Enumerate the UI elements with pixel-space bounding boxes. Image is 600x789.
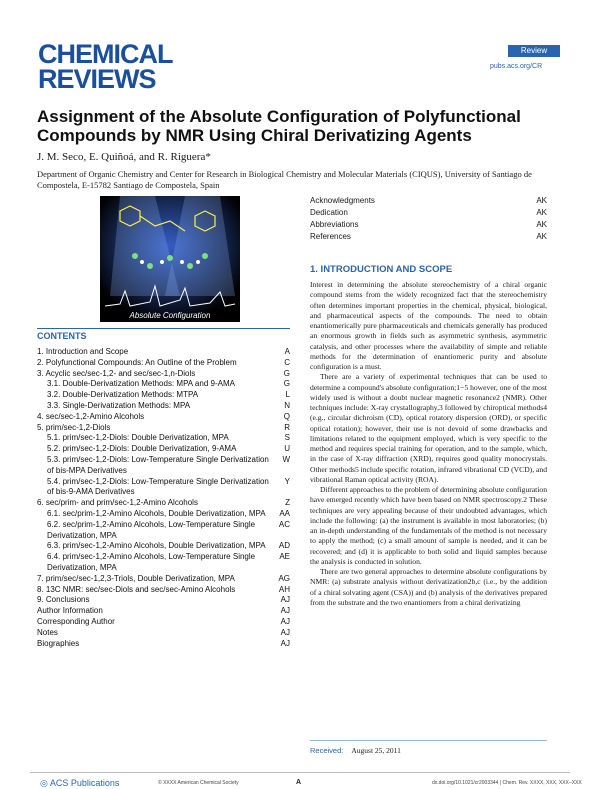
toc-entry-page: A: [284, 347, 290, 356]
journal-logo: [38, 39, 173, 94]
article-affiliation: Department of Organic Chemistry and Center for Research in Biological Chemistry and Molecular Materials (CIQUS), University of Santiago de Compostela, E-15782 Santiago de Compostela, Spain: [37, 169, 532, 190]
toc-entry-page: U: [284, 444, 290, 454]
toc-entry-page: Z: [285, 498, 290, 508]
toc-entry-title: 5.3. prim/sec-1,2-Diols: Low-Temperature Single Derivatization of bis-MPA Derivatives: [47, 454, 269, 475]
toc-entry-page: AE: [279, 552, 290, 562]
toc-continued-row[interactable]: Abbreviations AK: [310, 220, 547, 229]
paragraph: There are a variety of experimental techniques that can be used to determine a compound's absolute configuration;1−5 however, one of the most widely used is without a doubt nuclear magnetic resonance2 (NMR). Other techniques include: X-ray crystallography,3 followed by chiroptical methods4 (e.g., circular dichroism (CD), optical rotatory dispersion (ORD), or specific optical rotation); however, their use is not devoid of some drawbacks and limitations related to the equipment employed, which is very specific to the method and requires special training for operation, and to the sample, which, in the case of X-ray diffraction (XRD), requires good quality monocrystals. Other methods5 include specific rotation, infrared vibrational CD (VCD), and vibrational Raman optical activity (ROA).: [310, 372, 547, 484]
toc-entry[interactable]: [37, 574, 290, 585]
toc-entry-title: 5.4. prim/sec-1,2-Diols: Low-Temperature Single Derivatization of bis-9-AMA Derivatives: [47, 476, 269, 497]
toc-entry-title: 6.1. sec/prim-1,2-Amino Alcohols, Double Derivatization, MPA: [47, 508, 266, 518]
toc-entry-page: W: [282, 454, 290, 464]
toc-entry[interactable]: [37, 433, 290, 444]
journal-url[interactable]: pubs.acs.org/CR: [490, 63, 543, 70]
received-value: August 25, 2011: [351, 746, 401, 755]
toc-entry-page: C: [284, 357, 290, 367]
toc-entry-title: 1. Introduction and Scope: [37, 347, 129, 356]
toc-entry-title: 6.3. prim/sec-1,2-Amino Alcohols, Double Derivatization, MPA: [47, 541, 266, 551]
toc-entry[interactable]: [37, 455, 290, 477]
toc-entry-title: Corresponding Author: [37, 616, 115, 626]
toc-entry[interactable]: [37, 498, 290, 509]
paragraph: Different approaches to the problem of determining absolute configuration have emerged recently which have been based on NMR spectroscopy.2 These techniques are very appealing because of their undoubted advantages, which include the following: (a) the instrument is available in most laboratories; (b) an in-depth understanding of the fundamentals of the method is not necessary to apply the method; (c) a small amount of sample is needed, and it can be recovered; and (d) it is applicable to both solid and liquid samples because the analysis is conducted in solution.: [310, 485, 547, 566]
toc-entry-title: Biographies: [37, 638, 80, 648]
toc-entry-title: 6.2. sec/prim-1,2-Amino Alcohols, Low-Temperature Single Derivatization, MPA: [47, 519, 256, 540]
toc-entry-page: AJ: [280, 627, 290, 637]
review-tag: Review: [508, 45, 560, 57]
publisher-logo: [40, 778, 119, 789]
received-label: Received:: [310, 746, 344, 755]
toc-entry[interactable]: [37, 509, 290, 520]
toc-entry[interactable]: [37, 541, 290, 552]
toc-entry[interactable]: [37, 379, 290, 390]
toc-entry[interactable]: [37, 595, 290, 606]
toc-entry-title: Notes: [37, 627, 58, 637]
paragraph: Interest in determining the absolute stereochemistry of a chiral organic compound stems from the widely recognized fact that the stereochemistry often determines important properties in the chemical, physical, biological, and pharmaceutical aspects of the compounds. The need to obtain enantiomerically pure pharmaceuticals and chemicals generally has produced an enormous growth in fields such as asymmetric synthesis, asymmetric catalysis, and other processes where the availability of simple and reliable methods for the determination of enantiomeric purity and absolute configuration is a must.: [310, 280, 547, 371]
toc-entry-title: 5. prim/sec-1,2-Diols: [37, 422, 111, 432]
toc-entry[interactable]: [37, 358, 290, 369]
toc-entry[interactable]: [37, 639, 290, 650]
toc-graphic-caption: Absolute Configuration: [129, 311, 211, 320]
toc-continued-row[interactable]: References AK: [310, 232, 547, 241]
received-date: [310, 740, 547, 755]
toc-entry[interactable]: [37, 617, 290, 628]
toc-graphic-svg: [100, 196, 240, 322]
journal-logo-line2: REVIEWS: [38, 64, 156, 94]
toc-entry[interactable]: [37, 628, 290, 639]
toc-entry[interactable]: [37, 520, 290, 542]
publisher-name: ACS Publications: [49, 778, 120, 788]
toc-entry[interactable]: [37, 401, 290, 412]
section-heading-introduction: 1. INTRODUCTION AND SCOPE: [310, 264, 453, 275]
paragraph: There are two general approaches to determine absolute configurations by NMR: (a) substrate analysis without derivatization2b,c (i.e., by the addition of a chiral solvating agent (CSA)) and (b) analysis of the derivatives prepared from the substrate and the two enantiomers from a chiral derivatizing: [310, 567, 547, 607]
toc-entry-page: AJ: [280, 616, 290, 626]
toc-entry[interactable]: [37, 552, 290, 574]
toc-entry[interactable]: [37, 585, 290, 596]
toc-entry-page: R: [284, 422, 290, 432]
toc-entry-title: 6. sec/prim- and prim/sec-1,2-Amino Alcohols: [37, 498, 198, 508]
acs-icon: ◎: [40, 778, 48, 788]
toc-entry[interactable]: [37, 369, 290, 380]
toc-entry-title: Author Information: [37, 606, 103, 616]
toc-entry-title: 3.2. Double-Derivatization Methods: MTPA: [47, 390, 199, 400]
toc-continued-row[interactable]: Dedication AK: [310, 208, 547, 217]
toc-entry-title: 2. Polyfunctional Compounds: An Outline of the Problem: [37, 357, 237, 367]
toc-entry-page: AH: [278, 584, 290, 594]
article-authors: J. M. Seco, E. Quiñoá, and R. Riguera*: [37, 151, 211, 163]
toc-entry[interactable]: [37, 347, 290, 358]
introduction-body: [310, 280, 547, 608]
toc-graphic: [100, 196, 240, 322]
toc-entry-title: 5.1. prim/sec-1,2-Diols: Double Derivatization, MPA: [47, 433, 229, 443]
toc-entry[interactable]: [37, 477, 290, 499]
toc-entry-title: 7. prim/sec/sec-1,2,3-Triols, Double Derivatization, MPA: [37, 573, 235, 583]
toc-entry-page: Q: [283, 411, 290, 421]
toc-entry-page: AJ: [280, 606, 290, 616]
toc-entry[interactable]: [37, 423, 290, 434]
contents-heading: CONTENTS: [37, 328, 290, 341]
toc-entry-page: L: [285, 390, 290, 400]
toc-entry-page: AG: [278, 573, 290, 583]
toc-entry-page: S: [284, 433, 290, 443]
toc-entry-page: G: [283, 368, 290, 378]
toc-entry-page: AJ: [280, 595, 290, 605]
toc-continued-list: [310, 195, 547, 243]
toc-entry-title: 6.4. prim/sec-1,2-Amino Alcohols, Low-Temperature Single Derivatization, MPA: [47, 552, 256, 572]
article-title: Assignment of the Absolute Configuration of Polyfunctional Compounds by NMR Using Chiral Derivatizing Agents: [37, 107, 521, 145]
footer-divider: [30, 772, 570, 773]
toc-entry-title: 5.2. prim/sec-1,2-Diols: Double Derivatization, 9-AMA: [47, 444, 237, 454]
page-letter: A: [296, 779, 302, 786]
journal-logo-line1: CHEMICAL: [38, 39, 173, 69]
toc-entry-title: 8. 13C NMR: sec/sec-Diols and sec/sec-Amino Alcohols: [37, 584, 236, 594]
toc-entry-title: 3.1. Double-Derivatization Methods: MPA and 9-AMA: [47, 379, 235, 389]
toc-entry[interactable]: [37, 444, 290, 455]
toc-entry-title: 4. sec/sec-1,2-Amino Alcohols: [37, 411, 145, 421]
toc-entry-title: 9. Conclusions: [37, 595, 90, 605]
toc-entry-page: AD: [278, 541, 290, 551]
toc-entry[interactable]: [37, 412, 290, 423]
toc-entry-title: 3. Acyclic sec/sec-1,2- and sec/sec-1,n-Diols: [37, 368, 196, 378]
toc-entry-page: AJ: [280, 638, 290, 648]
toc-entry-page: Y: [284, 476, 290, 486]
toc-entry-page: AC: [278, 519, 290, 529]
copyright: © XXXX American Chemical Society: [158, 780, 239, 786]
toc-continued-row[interactable]: Acknowledgments AK: [310, 196, 547, 205]
toc-entry-page: AA: [279, 508, 290, 518]
contents-list: [37, 347, 290, 649]
toc-entry[interactable]: [37, 606, 290, 617]
toc-entry[interactable]: [37, 390, 290, 401]
toc-entry-page: G: [283, 379, 290, 389]
doi-citation[interactable]: dx.doi.org/10.1021/cr2003344 | Chem. Rev. XXXX, XXX, XXX−XXX: [432, 780, 582, 786]
toc-entry-title: 3.3. Single-Derivatization Methods: MPA: [47, 400, 191, 410]
toc-entry-page: N: [284, 400, 290, 410]
